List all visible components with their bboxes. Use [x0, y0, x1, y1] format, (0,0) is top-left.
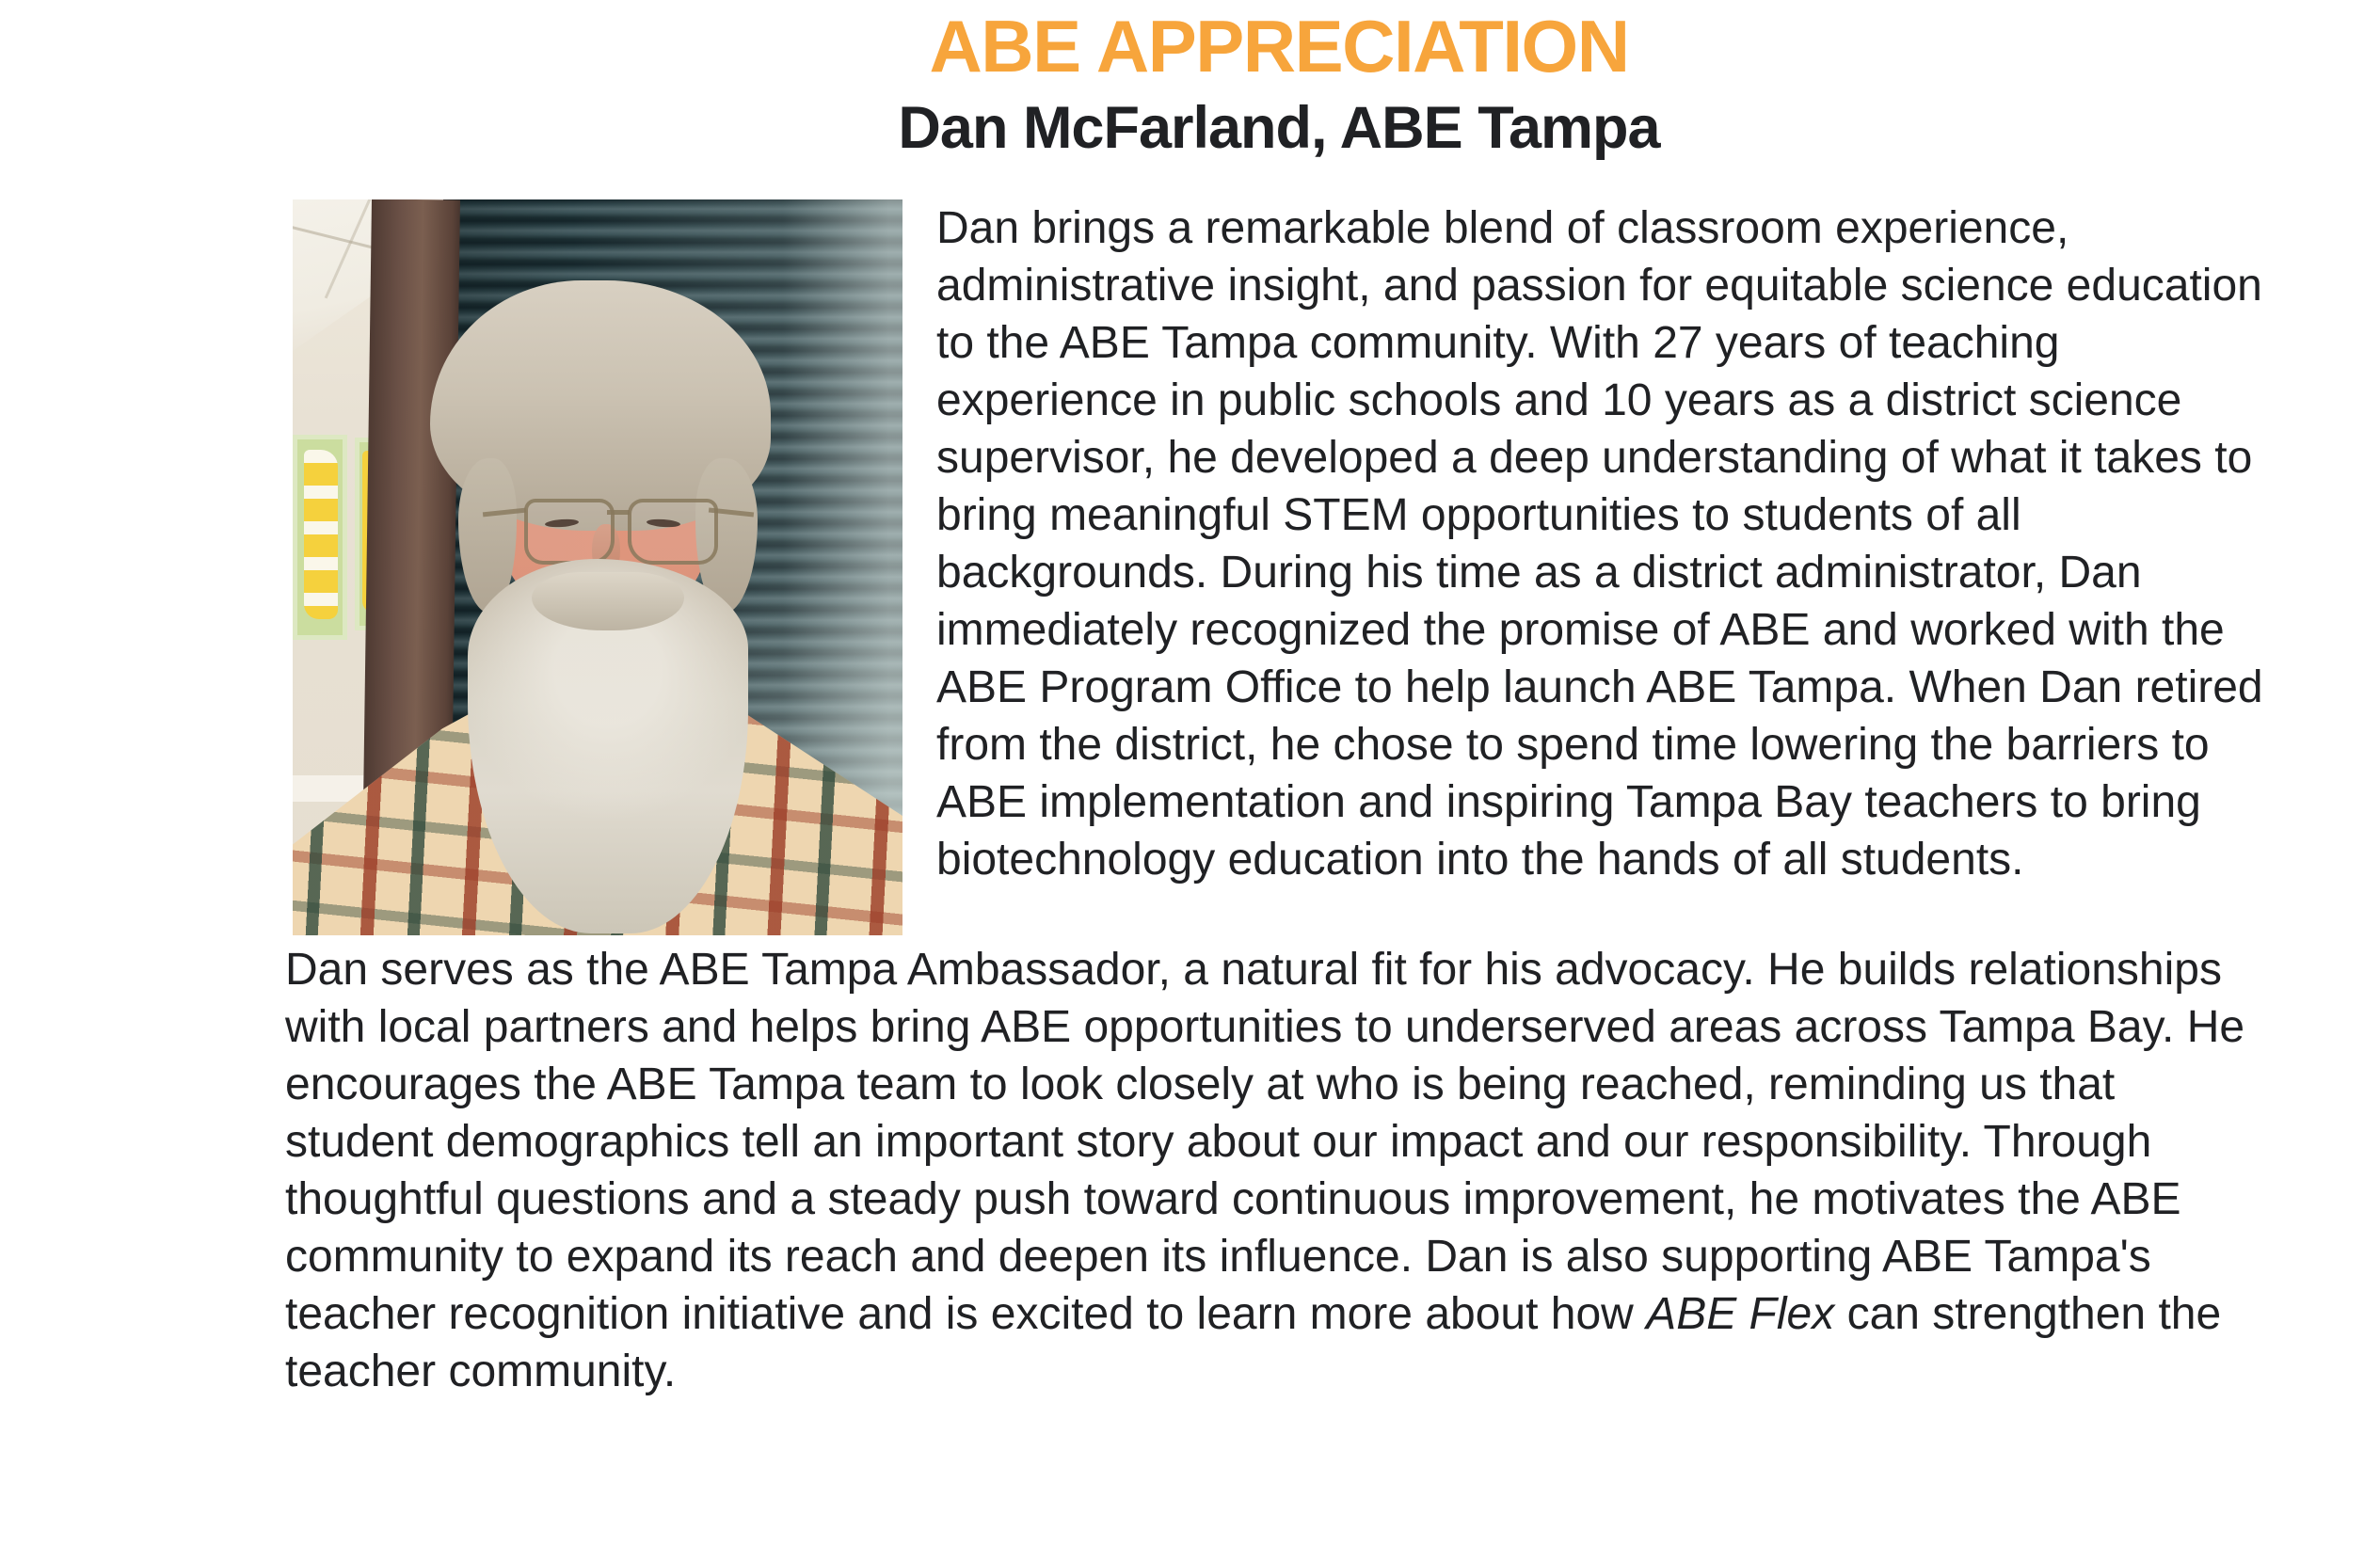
page-title: ABE APPRECIATION [929, 5, 1629, 88]
portrait-photo [293, 199, 902, 935]
bio-paragraph-2-text-after: can strengthen the teacher community. [285, 1289, 2222, 1396]
bio-paragraph-2-text-before: Dan serves as the ABE Tampa Ambassador, a natural fit for his advocacy. He builds relationships with local partners and helps bring ABE opportunities to underserved areas across Tampa Bay. He encourages the ABE Tampa team to look closely at who is being reached, reminding us that student demographics tell an important story about our impact and our responsibility. Through thoughtful questions and a steady push toward continuous improvement, he motivates the ABE community to expand its reach and deepen its influence. Dan is also supporting ABE Tampa's teacher recognition initiative and is excited to learn more about how [285, 945, 2245, 1339]
abe-flex-italic: ABE Flex [1646, 1289, 1835, 1339]
photo-person-glasses [524, 499, 615, 565]
photo-person-mustache [532, 572, 684, 630]
photo-poster [293, 435, 347, 640]
bio-paragraph-2 [285, 941, 2273, 1400]
newsletter-page [285, 0, 2273, 1400]
photo-person-glasses [607, 510, 630, 515]
bio-paragraph-1 [285, 199, 2273, 888]
bio-paragraph-1-text: Dan brings a remarkable blend of classroom experience, administrative insight, and passion for equitable science education to the ABE Tampa community. With 27 years of teaching experience in public schools and 10 years as a district science supervisor, he developed a deep understanding of what it takes to bring meaningful STEM opportunities to students of all backgrounds. During his time as a district administrator, Dan immediately recognized the promise of ABE and worked with the ABE Program Office to help launch ABE Tampa. When Dan retired from the district, he chose to spend time lowering the barriers to ABE implementation and inspiring Tampa Bay teachers to bring biotechnology education into the hands of all students. [936, 203, 2263, 885]
page-subtitle: Dan McFarland, ABE Tampa [898, 95, 1660, 161]
photo-person-glasses [628, 499, 718, 565]
